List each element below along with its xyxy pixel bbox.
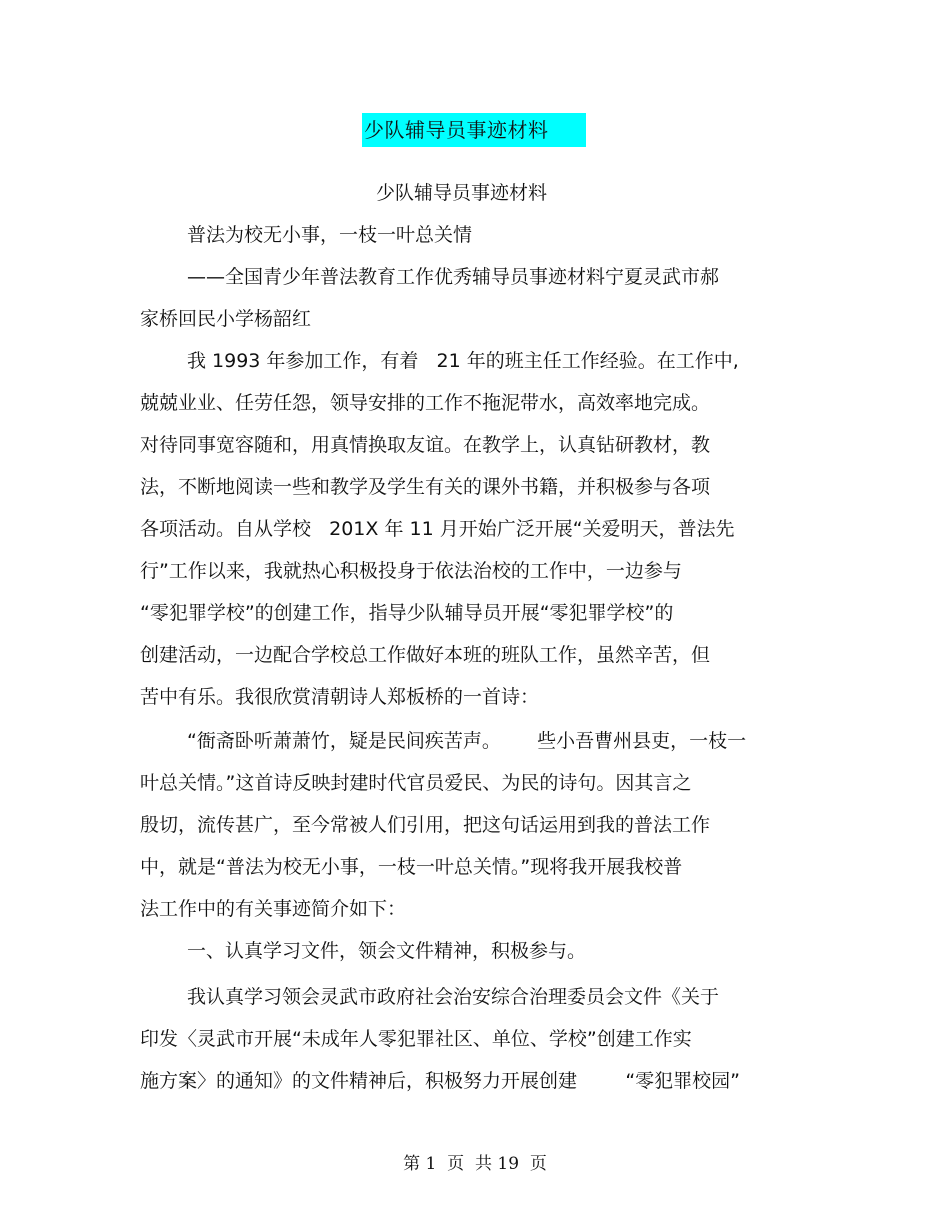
- body-line: 我 1993 年参加工作，有着 21 年的班主任工作经验。在工作中,: [187, 350, 739, 372]
- body-line: 创建活动，一边配合学校总工作做好本班的班队工作，虽然辛苦，但: [140, 644, 711, 666]
- body-line: 叶总关情。”这首诗反映封建时代官员爱民、为民的诗句。因其言之: [140, 772, 692, 794]
- byline-continued: 家桥回民小学杨韶红: [140, 308, 312, 330]
- body-line: 我认真学习领会灵武市政府社会治安综合治理委员会文件《关于: [187, 986, 720, 1008]
- page-footer: 第 1 页 共 19 页: [403, 1154, 547, 1174]
- body-line: 各项活动。自从学校 201X 年 11 月开始广泛开展“关爱明天，普法先: [140, 518, 735, 540]
- document-title: 少队辅导员事迹材料: [364, 118, 549, 142]
- poem-line: “衙斋卧听萧萧竹，疑是民间疾苦声。 些小吾曹州县吏，一枝一: [187, 730, 747, 752]
- section-heading: 一、认真学习文件，领会文件精神，积极参与。: [187, 940, 587, 962]
- body-line: 苦中有乐。我很欣赏清朝诗人郑板桥的一首诗：: [140, 686, 540, 708]
- subtitle: 少队辅导员事迹材料: [376, 182, 548, 204]
- body-line: 行”工作以来，我就热心积极投身于依法治校的工作中，一边参与: [140, 560, 682, 582]
- body-line: 法，不断地阅读一些和教学及学生有关的课外书籍，并积极参与各项: [140, 476, 711, 498]
- body-line: 施方案〉的通知》的文件精神后，积极努力开展创建 “零犯罪校园”: [140, 1070, 741, 1092]
- body-line: 印发〈灵武市开展“未成年人零犯罪社区、单位、学校”创建工作实: [140, 1028, 692, 1050]
- body-line: “零犯罪学校”的创建工作，指导少队辅导员开展“零犯罪学校”的: [140, 602, 674, 624]
- body-line: 法工作中的有关事迹简介如下：: [140, 898, 407, 920]
- heading-line: 普法为校无小事，一枝一叶总关情: [187, 224, 473, 246]
- byline: ——全国青少年普法教育工作优秀辅导员事迹材料宁夏灵武市郝: [187, 266, 720, 288]
- document-title-highlight: [362, 113, 586, 147]
- body-line: 兢兢业业、任劳任怨，领导安排的工作不拖泥带水，高效率地完成。: [140, 392, 711, 414]
- body-line: 对待同事宽容随和，用真情换取友谊。在教学上，认真钻研教材，教: [140, 434, 711, 456]
- body-line: 中，就是“普法为校无小事，一枝一叶总关情。”现将我开展我校普: [140, 856, 683, 878]
- body-line: 殷切，流传甚广，至今常被人们引用，把这句话运用到我的普法工作: [140, 814, 711, 836]
